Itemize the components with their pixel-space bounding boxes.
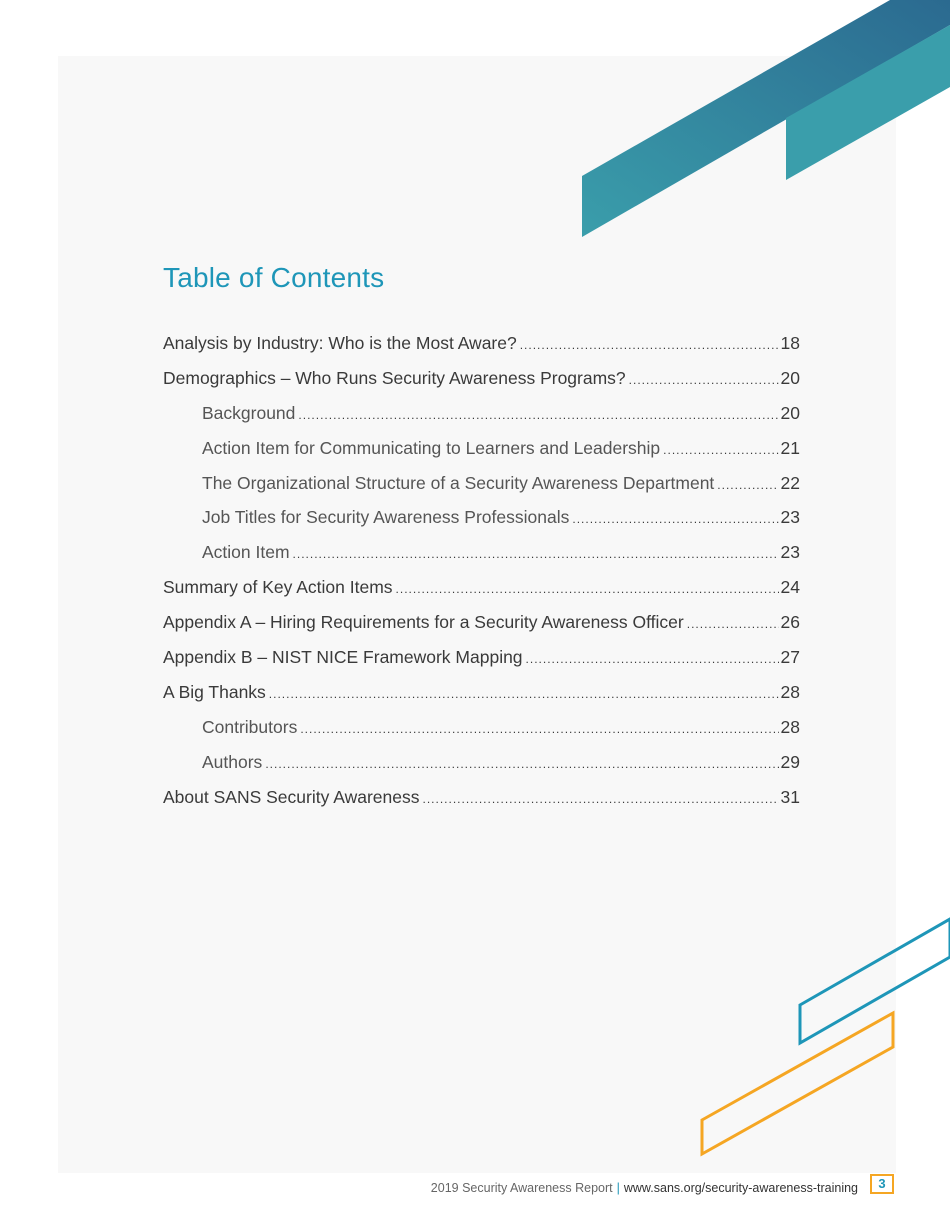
toc-entry[interactable]: [163, 542, 800, 577]
toc-entry[interactable]: [163, 507, 800, 542]
footer-url-link[interactable]: www.sans.org/security-awareness-training: [623, 1181, 858, 1195]
toc-dot-leader: [396, 582, 779, 596]
toc-page-number: 28: [780, 681, 800, 702]
toc-page-number: 23: [780, 507, 800, 528]
toc-dot-leader: [663, 443, 778, 457]
toc-page-number: 29: [780, 751, 800, 772]
toc-dot-leader: [300, 722, 778, 736]
toc-dot-leader: [572, 512, 778, 526]
toc-dot-leader: [293, 547, 779, 561]
toc-dot-leader: [298, 408, 778, 422]
toc-entry-label: About SANS Security Awareness: [163, 786, 420, 807]
toc-dot-leader: [265, 757, 778, 771]
toc-entry[interactable]: [163, 368, 800, 403]
orange-outline-stripe: [702, 1013, 893, 1154]
toc-entry[interactable]: [163, 717, 800, 752]
footer-separator: |: [616, 1181, 620, 1195]
toc-entry[interactable]: [163, 647, 800, 682]
toc-entry-label: Analysis by Industry: Who is the Most Aware?: [163, 333, 517, 353]
footer-report-title: 2019 Security Awareness Report: [430, 1181, 613, 1195]
toc-entry-label: The Organizational Structure of a Security Awareness Department: [202, 472, 715, 493]
toc-page-number: 20: [780, 367, 800, 388]
toc-entry-label: Appendix B – NIST NICE Framework Mapping: [163, 647, 523, 668]
toc-entry[interactable]: [163, 403, 800, 438]
toc-entry-label: Action Item: [202, 542, 290, 563]
teal-stripe-large: [582, 0, 950, 237]
toc-entry-label: Appendix A – Hiring Requirements for a Security Awareness Officer: [163, 612, 684, 633]
toc-entry-label: Summary of Key Action Items: [163, 577, 393, 598]
toc-entry[interactable]: [163, 682, 800, 717]
toc-entry[interactable]: [163, 438, 800, 473]
toc-page-number: 23: [780, 542, 800, 563]
toc-entry-label: Job Titles for Security Awareness Professionals: [202, 507, 570, 528]
toc-page-number: 21: [780, 437, 800, 458]
toc-entry-label: Background: [202, 402, 296, 423]
page-footer: [431, 1181, 858, 1195]
toc-page-number: 22: [780, 472, 800, 493]
toc-dot-leader: [269, 687, 779, 701]
toc-dot-leader: [520, 338, 779, 352]
toc-entry[interactable]: [163, 752, 800, 787]
toc-page-number: 20: [780, 402, 800, 423]
toc-page-number: 24: [780, 577, 800, 598]
toc-entry-label: Demographics – Who Runs Security Awareness Programs?: [163, 367, 626, 388]
toc-entry[interactable]: [163, 473, 800, 508]
page-title: Table of Contents: [163, 262, 385, 293]
toc-entry-label: A Big Thanks: [163, 681, 266, 702]
toc-entry[interactable]: [163, 612, 800, 647]
toc-dot-leader: [687, 617, 779, 631]
toc-page-number: 26: [780, 612, 800, 633]
toc-page-number: 31: [780, 786, 800, 807]
toc-dot-leader: [422, 792, 778, 806]
toc-dot-leader: [629, 373, 779, 387]
toc-page-number: 18: [780, 333, 800, 353]
toc-entry-label: Authors: [202, 751, 263, 772]
page-number-badge: 3: [870, 1174, 894, 1194]
toc-dot-leader: [717, 478, 778, 492]
toc-entry-label: Action Item for Communicating to Learners and Leadership: [202, 437, 661, 458]
toc-entry[interactable]: [163, 787, 800, 822]
toc-page-number: 28: [780, 716, 800, 737]
toc-entry-label: Contributors: [202, 716, 298, 737]
toc-entry[interactable]: [163, 577, 800, 612]
toc-list: [163, 333, 800, 821]
toc-page-number: 27: [780, 647, 800, 668]
toc-entry[interactable]: [163, 333, 800, 368]
toc-dot-leader: [526, 652, 779, 666]
